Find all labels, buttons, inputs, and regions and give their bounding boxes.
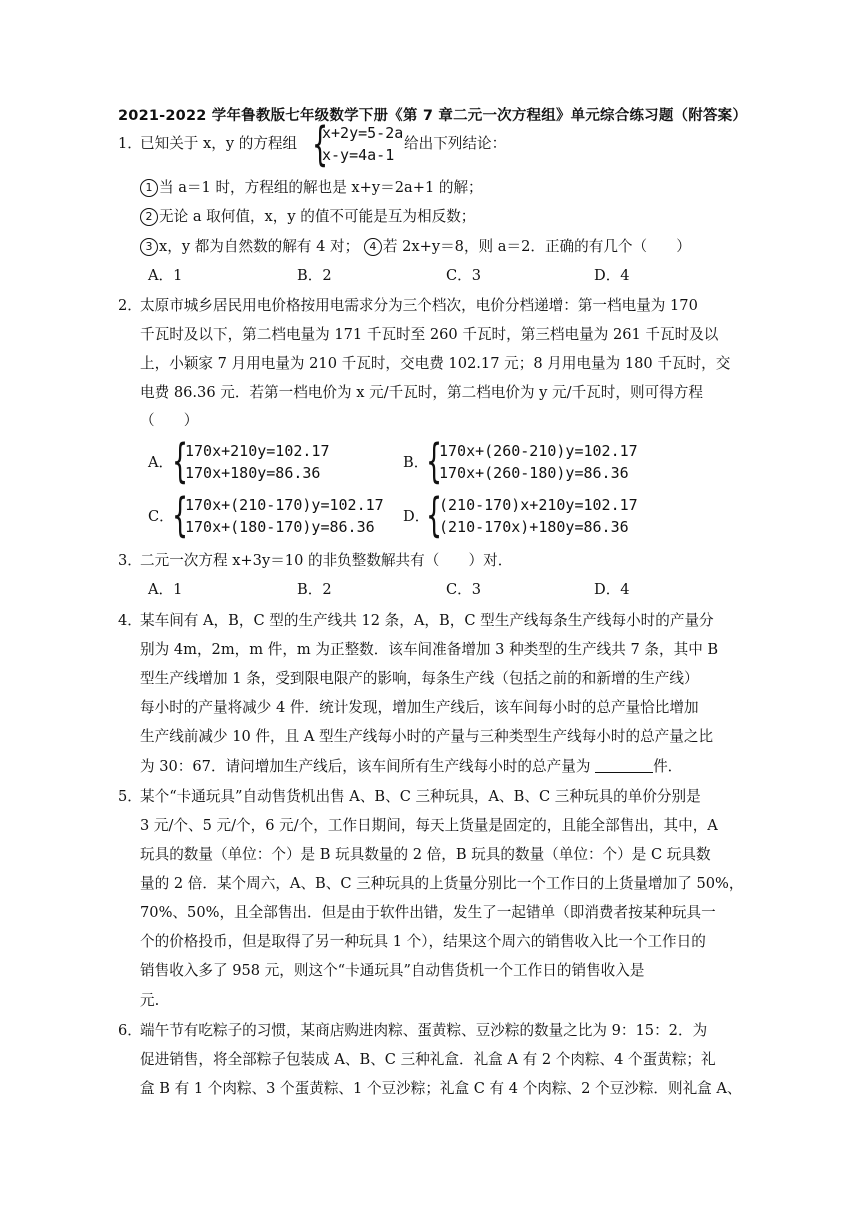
q1-stem-post: 给出下列结论：: [404, 135, 507, 152]
q2-option-c-system: 170x+(210-170)y=102.17 170x+(180-170)y=86.36: [185, 496, 384, 536]
document-title: 2021-2022 学年鲁教版七年级数学下册《第 7 章二元一次方程组》单元综合练习题（附答案）: [118, 108, 748, 124]
q2-line-5: （ ）: [140, 412, 199, 429]
q1-option-a: A．1: [148, 267, 183, 284]
q2-number: 2．: [118, 297, 142, 314]
q4-line-5: 生产线前减少 10 件，且 A 型生产线每小时的产量与三种类型生产线每小时的总产量之比: [140, 728, 714, 745]
q6-line-2: 促进销售，将全部粽子包装成 A、B、C 三种礼盒．礼盒 A 有 2 个肉粽、4 个蛋黄粽；礼: [140, 1051, 716, 1068]
q4-line-6: 为 30：67．请问增加生产线后，该车间所有生产线每小时的总产量为 件．: [140, 758, 683, 775]
q1-system: [322, 122, 403, 166]
q3-option-b: B．2: [297, 581, 332, 598]
q4-line-3: 型生产线增加 1 条，受到限电限产的影响，每条生产线（包括之前的和新增的生产线）: [140, 670, 699, 687]
q2-line-4: 电费 86.36 元．若第一档电价为 x 元/千瓦时，第二档电价为 y 元/千瓦时，则可得方程: [140, 384, 703, 401]
q2-option-a-brace: {: [172, 434, 189, 488]
q2-option-d-label: D．: [403, 508, 430, 525]
q5-line-8: 元.: [140, 992, 160, 1009]
q3-stem: 3．二元一次方程 x+3y＝10 的非负整数解共有（ ）对．: [118, 552, 513, 569]
q1-option-b: B．2: [297, 267, 332, 284]
q1-conclusion-3-4: 3 x，y 都为自然数的解有 4 对； 4 若 2x+y＝8，则 a＝2．正确的有几个（ ）: [140, 237, 691, 257]
q3-option-d: D．4: [594, 581, 630, 598]
q5-line-7: 销售收入多了 958 元，则这个“卡通玩具”自动售货机一个工作日的销售收入是: [140, 962, 645, 979]
q2-option-c-label: C．: [148, 508, 174, 525]
q5-number: 5．: [118, 788, 142, 805]
q1-conclusion-1: 1 当 a＝1 时，方程组的解也是 x+y＝2a+1 的解；: [140, 178, 483, 198]
q5-line-1: 5．某个“卡通玩具”自动售货机出售 A、B、C 三种玩具，A、B、C 三种玩具的单价分别是: [118, 788, 701, 805]
q2-option-b-brace: {: [426, 434, 443, 488]
q3-option-a: A．1: [148, 581, 183, 598]
q5-line-2: 3 元/个、5 元/个，6 元/个，工作日期间，每天上货量是固定的，且能全部售出，其中，A: [140, 817, 718, 834]
q1-stem: 1．已知关于 x，y 的方程组: [118, 135, 298, 152]
circled-number-4: 4: [364, 238, 382, 256]
q2-line-3: 上，小颖家 7 月用电量为 210 千瓦时，交电费 102.17 元；8 月用电量为 180 千瓦时，交: [140, 355, 731, 372]
q1-option-d: D．4: [594, 267, 630, 284]
q6-number: 6．: [118, 1022, 142, 1039]
q4-line-2: 别为 4m，2m，m 件，m 为正整数．该车间准备增加 3 种类型的生产线共 7 条，其中 B: [140, 641, 719, 658]
q1-equation-2: x-y=4a-1: [322, 146, 395, 164]
q1-equation-1: x+2y=5-2a: [322, 124, 404, 142]
q5-line-4: 量的 2 倍．某个周六，A、B、C 三种玩具的上货量分别比一个工作日的上货量增加了 50%，: [140, 875, 744, 892]
q2-option-d-system: (210-170)x+210y=102.17 (210-170x)+180y=86.36: [439, 496, 638, 536]
circled-number-1: 1: [140, 179, 158, 197]
circled-number-3: 3: [140, 238, 158, 256]
q2-option-b-system: 170x+(260-210)y=102.17 170x+(260-180)y=86.36: [439, 442, 638, 482]
q2-option-a-label: A．: [148, 454, 174, 471]
q3-number: 3．: [118, 552, 142, 569]
q1-number: 1．: [118, 135, 142, 152]
q3-option-c: C．3: [446, 581, 482, 598]
q2-option-b-label: B．: [403, 454, 429, 471]
q2-option-d-brace: {: [426, 488, 443, 542]
q1-system-brace: {: [312, 117, 329, 171]
q5-line-3: 玩具的数量（单位：个）是 B 玩具数量的 2 倍，B 玩具的数量（单位：个）是 C 玩具数: [140, 846, 711, 863]
q2-line-1: 2．太原市城乡居民用电价格按用电需求分为三个档次，电价分档递增：第一档电量为 170: [118, 297, 698, 314]
q4-line-4: 每小时的产量将减少 4 件．统计发现，增加生产线后，该车间每小时的总产量恰比增加: [140, 699, 699, 716]
q5-line-6: 个的价格投币，但是取得了另一种玩具 1 个），结果这个周六的销售收入比一个工作日的: [140, 933, 706, 950]
q1-option-c: C．3: [446, 267, 482, 284]
q6-line-3: 盒 B 有 1 个肉粽、3 个蛋黄粽、1 个豆沙粽；礼盒 C 有 4 个肉粽、2 个豆沙粽．则礼盒 A、: [140, 1080, 742, 1097]
circled-number-2: 2: [140, 208, 158, 226]
q4-answer-blank: [595, 758, 653, 773]
q4-number: 4．: [118, 612, 142, 629]
q2-option-a-system: 170x+210y=102.17 170x+180y=86.36: [185, 442, 330, 482]
q5-line-5: 70%、50%，且全部售出．但是由于软件出错，发生了一起错单（即消费者按某种玩具一: [140, 904, 716, 921]
q6-line-1: 6．端午节有吃粽子的习惯，某商店购进肉粽、蛋黄粽、豆沙粽的数量之比为 9：15：2．为: [118, 1022, 708, 1039]
q1-conclusion-2: 2 无论 a 取何值，x，y 的值不可能是互为相反数；: [140, 207, 475, 227]
q2-line-2: 千瓦时及以下，第二档电量为 171 千瓦时至 260 千瓦时，第三档电量为 261 千瓦时及以: [140, 326, 719, 343]
q4-line-1: 4．某车间有 A，B，C 型的生产线共 12 条，A，B，C 型生产线每条生产线每小时的产量分: [118, 612, 714, 629]
q2-option-c-brace: {: [172, 488, 189, 542]
